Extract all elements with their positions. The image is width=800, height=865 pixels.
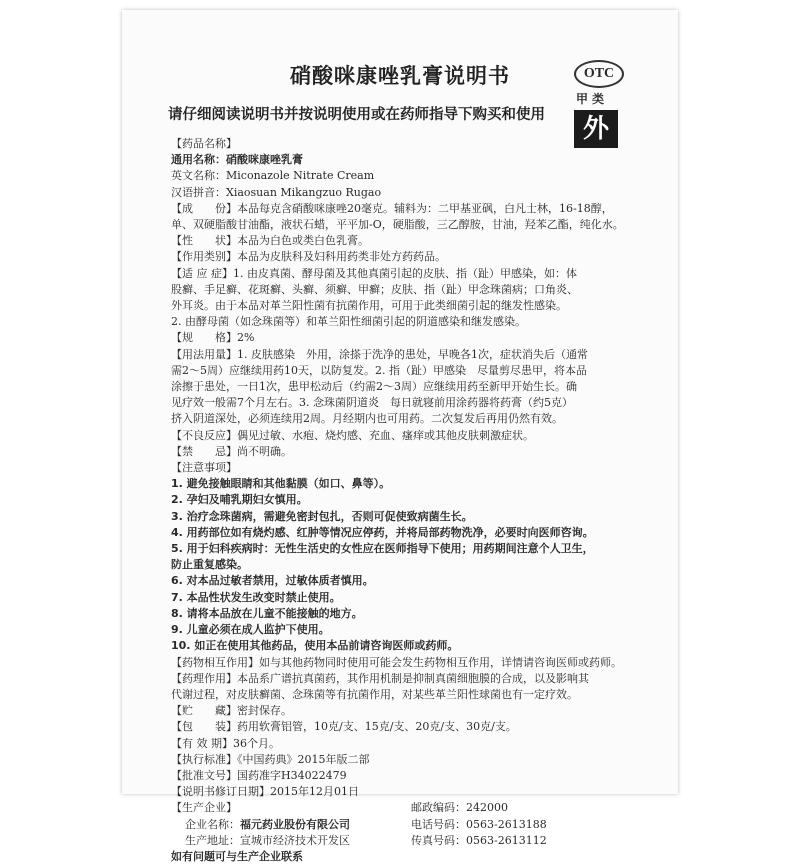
- section-line: 【注意事项】: [171, 461, 237, 475]
- phone: [411, 817, 547, 833]
- company-name-value: 福元药业股份有限公司: [240, 817, 350, 831]
- caution-item: 9. 儿童必须在成人监护下使用。: [171, 623, 330, 637]
- section-line: 单、双硬脂酸甘油酯，液状石蜡，平平加-O，硬脂酸，三乙醇胺，甘油，羟苯乙酯，纯化水。: [171, 218, 624, 232]
- section-line: 需2～5周）应继续用药10天，以防复发。2. 指（趾）甲感染 尽量剪尽患甲，将本品: [171, 363, 587, 377]
- caution-item: 2. 孕妇及哺乳期妇女慎用。: [171, 493, 308, 507]
- external-use-badge: 外: [574, 110, 618, 148]
- leaflet-body: [171, 136, 631, 865]
- section-line: 【执行标准】《中国药典》2015年版二部: [171, 752, 370, 766]
- caution-item: 4. 用药部位如有烧灼感、红肿等情况应停药，并将局部药物洗净，必要时向医师咨询。: [171, 525, 594, 539]
- section-line: 【包 装】药用软膏铝管，10克/支、15克/支、20克/支、30克/支。: [171, 720, 517, 734]
- caution-item: 8. 请将本品放在儿童不能接触的地方。: [171, 606, 363, 620]
- postcode-label: 邮政编码：: [411, 801, 466, 815]
- section-line: 涂擦于患处，一日1次，患甲松动后（约需2～3周）应继续用药至新甲开始生长。确: [171, 380, 577, 394]
- instruction-leaflet: [122, 10, 678, 863]
- caution-item: 7. 本品性状发生改变时禁止使用。: [171, 590, 341, 604]
- caution-item: 3. 治疗念珠菌病，需避免密封包扎，否则可促使致病菌生长。: [171, 509, 473, 523]
- section-line: 【批准文号】国药准字H34022479: [171, 768, 347, 782]
- section-line: 代谢过程，对皮肤癣菌、念珠菌等有抗菌作用，对某些革兰阳性球菌也有一定疗效。: [171, 687, 578, 701]
- phone-value: 0563-2613188: [466, 817, 547, 831]
- section-line: 【规 格】2%: [171, 331, 255, 345]
- section-line: 汉语拼音：Xiaosuan Mikangzuo Rugao: [171, 185, 382, 199]
- fax: [411, 833, 547, 849]
- caution-item: 5. 用于妇科疾病时：无性生活史的女性应在医师指导下使用；用药期间注意个人卫生，: [171, 542, 594, 556]
- caution-item: 1. 避免接触眼睛和其他黏膜（如口、鼻等）。: [171, 477, 391, 491]
- contact-footer: 如有问题可与生产企业联系: [171, 849, 303, 863]
- address-value: 宣城市经济技术开发区: [240, 833, 350, 847]
- section-line: 【药物相互作用】如与其他药物同时使用可能会发生药物相互作用，详情请咨询医师或药师。: [171, 655, 622, 669]
- manufacturer-heading: 【生产企业】: [171, 801, 237, 815]
- section-line: 【贮 藏】密封保存。: [171, 704, 292, 718]
- section-line: 【禁 忌】尚不明确。: [171, 444, 292, 458]
- postcode-value: 242000: [466, 801, 508, 815]
- caution-item: 6. 对本品过敏者禁用，过敏体质者慎用。: [171, 574, 374, 588]
- company-name: [171, 817, 411, 833]
- section-line: 【适 应 症】1. 由皮真菌、酵母菌及其他真菌引起的皮肤、指（趾）甲感染，如：体: [171, 266, 577, 280]
- otc-badge: OTC: [574, 60, 624, 88]
- phone-label: 电话号码：: [411, 817, 466, 831]
- section-line: 股癣、手足癣、花斑癣、头癣、须癣、甲癣；皮肤、指（趾）甲念珠菌病；口角炎、: [171, 282, 578, 296]
- section-line: 通用名称：硝酸咪康唑乳膏: [171, 153, 303, 167]
- section-line: 【说明书修订日期】2015年12月01日: [171, 785, 359, 799]
- company-name-label: 企业名称：: [185, 817, 240, 831]
- caution-item: 10. 如正在使用其他药品，使用本品前请咨询医师或药师。: [171, 639, 459, 653]
- section-line: 英文名称：Miconazole Nitrate Cream: [171, 169, 375, 183]
- section-line: 【有 效 期】36个月。: [171, 736, 280, 750]
- fax-value: 0563-2613112: [466, 833, 547, 847]
- leaflet-subtitle: 请仔细阅读说明书并按说明使用或在药师指导下购买和使用: [168, 107, 545, 123]
- manufacturer-address-row: [171, 833, 631, 849]
- section-line: 【药品名称】: [171, 137, 237, 150]
- fax-label: 传真号码：: [411, 833, 466, 847]
- manufacturer-name-row: [171, 817, 631, 833]
- otc-class-label: 甲类: [576, 92, 609, 106]
- leaflet-title: 硝酸咪康唑乳膏说明书: [290, 64, 510, 88]
- section-line: 【用法用量】1. 皮肤感染 外用，涂搽于洗净的患处，早晚各1次，症状消失后（通常: [171, 347, 588, 361]
- address-label: 生产地址：: [185, 833, 240, 847]
- section-line: 【不良反应】偶见过敏、水疱、烧灼感、充血、瘙痒或其他皮肤刺激症状。: [171, 428, 534, 442]
- section-line: 【作用类别】本品为皮肤科及妇科用药类非处方药药品。: [171, 250, 446, 264]
- section-line: 挤入阴道深处，必须连续用2周。月经期内也可用药。二次复发后再用仍然有效。: [171, 412, 563, 426]
- section-line: 【性 状】本品为白色或类白色乳膏。: [171, 234, 369, 248]
- section-line: 2. 由酵母菌（如念珠菌等）和革兰阳性细菌引起的阴道感染和继发感染。: [171, 315, 526, 329]
- postcode: [411, 800, 508, 816]
- manufacturer-header-row: [171, 800, 631, 816]
- section-line: 外耳炎。由于本品对革兰阳性菌有抗菌作用，可用于此类细菌引起的继发性感染。: [171, 299, 567, 313]
- caution-item: 防止重复感染。: [171, 558, 248, 572]
- section-line: 【成 份】本品每克含硝酸咪康唑20毫克。辅料为：二甲基亚砜，白凡士林，16-18醇，: [171, 201, 613, 215]
- section-line: 【药理作用】本品系广谱抗真菌药，其作用机制是抑制真菌细胞膜的合成，以及影响其: [171, 671, 589, 685]
- company-address: [171, 833, 411, 849]
- section-line: 见疗效一般需7个月左右。3. 念珠菌阴道炎 每日就寝前用涂药器将药膏（约5克）: [171, 396, 573, 410]
